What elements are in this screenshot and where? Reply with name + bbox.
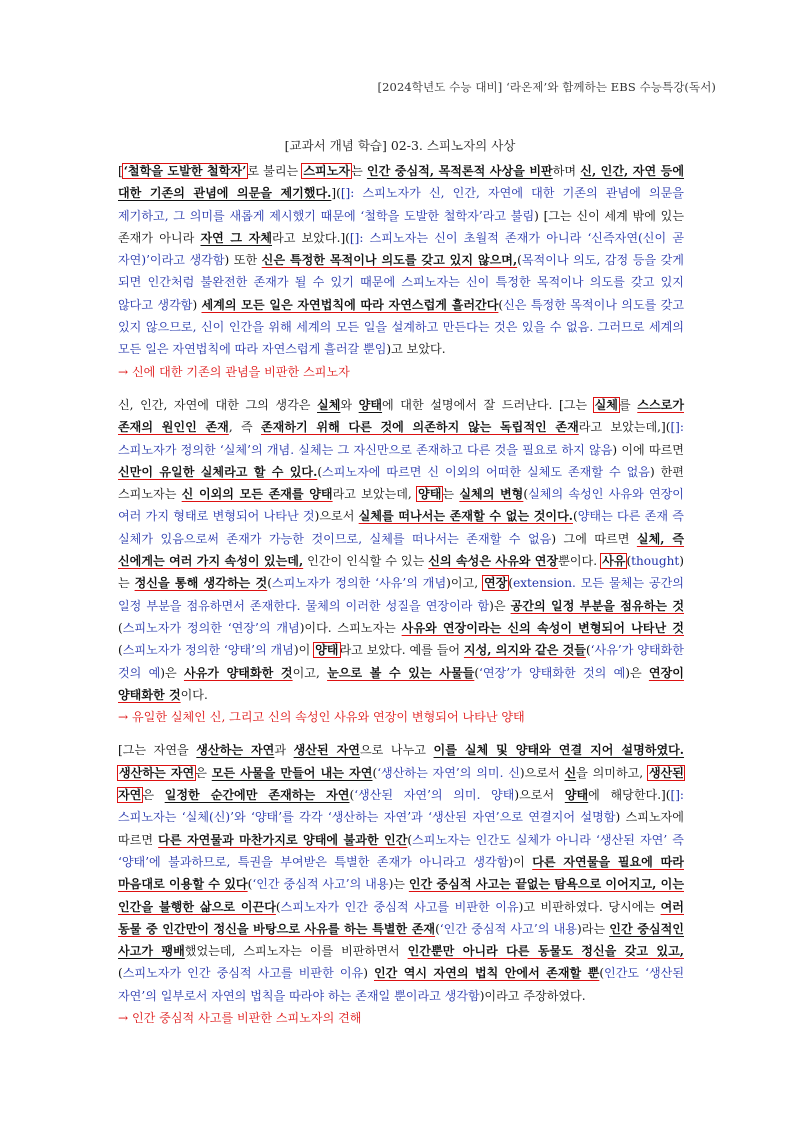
annotation-note: []: 스피노자가 정의한 ‘실체’의 개념. 실체는 그 자신만으로 존재하고 다른 것을 필요로 하지 않음 [118, 420, 684, 457]
text-segment: 라고 보았다. 예를 들어 [339, 643, 464, 658]
boxed-term: 양태 [315, 643, 339, 658]
text-segment: )은 [625, 665, 649, 680]
text-segment: )은 [160, 665, 184, 680]
key-phrase: 인간 중심적인 사고가 팽배 [118, 921, 684, 959]
annotation-note: ‘연장’가 양태화한 것의 예 [479, 665, 626, 680]
annotation-note: ‘생산하는 자연’의 의미. 신 [377, 765, 520, 780]
boxed-term: 스피노자 [303, 164, 351, 178]
text-segment: 과 [274, 743, 294, 758]
boxed-term: 사유 [602, 554, 626, 569]
text-segment: 를 [619, 397, 638, 412]
highlight-phrase: 공간의 일정 부분을 점유하는 것 [510, 598, 685, 613]
highlight-phrase: 정신을 통해 생각하는 것 [134, 576, 268, 591]
text-segment: ( [407, 832, 413, 847]
text-segment: 은 [142, 788, 165, 803]
annotation-note: ‘사유’가 양태화한 것의 예 [118, 643, 684, 680]
boxed-term: ‘철학을 도발한 철학자’ [123, 164, 247, 178]
text-segment: 신, 인간, 자연에 대한 그의 생각은 [118, 397, 318, 412]
text-segment: ) 그에 따르면 [551, 531, 637, 546]
annotation-note: 신은 특정한 목적이나 의도를 갖고 있지 않으므로, 신이 인간을 위해 세계의 모든 일을 설계하고 만든다는 것은 있을 수 없음. 그러므로 세계의 모든 일은 자연법칙에 따라 자연스럽게 흘러갈 뿐임 [118, 297, 685, 357]
text-segment: 에 대한 설명에서 잘 드러난다. [그는 [382, 397, 594, 412]
annotation-note: []: 스피노자는 ‘실체(신)’와 ‘양태’를 각각 ‘생산하는 자연’과 ‘생산된 자연’으로 연결지어 설명함 [118, 788, 684, 825]
boxed-term: 연장 [483, 576, 508, 591]
highlight-phrase: 다른 자연물을 필요에 따라 마음대로 이용할 수 있다 [118, 854, 684, 892]
annotation-note: 실체의 속성인 사유와 연장이 여러 가지 형태로 변형되어 나타난 것 [118, 487, 684, 524]
annotation-note: 인간도 ‘생산된 자연’의 일부로서 자연의 법칙을 따라야 하는 존재일 뿐이라고 생각함 [118, 966, 685, 1003]
text-segment: ( [372, 765, 378, 780]
text-segment: ) [363, 966, 374, 981]
text-segment: ( [435, 921, 440, 936]
boxed-term: 생산된 자연 [118, 765, 684, 803]
annotation-note: 스피노자가 정의한 ‘양태’의 개념 [122, 643, 294, 658]
key-phrase: 자연 그 자체 [200, 230, 273, 245]
highlight-phrase: 실체의 변형 [459, 487, 524, 502]
text-segment: 라고 보았는데, [332, 487, 418, 502]
highlight-phrase: 인간 역시 자연의 법칙 안에서 존재할 뿐 [373, 966, 600, 981]
highlight-phrase: 여러 동물 중 인간만이 정신을 바탕으로 사유를 하는 특별한 존재 [118, 899, 684, 936]
text-segment: [그는 자연을 [118, 743, 197, 758]
text-segment: )으로서 [519, 765, 565, 780]
text-segment: 이다. [180, 687, 208, 702]
paragraph [118, 739, 684, 1029]
key-phrase: 인간 중심적, 목적론적 사상을 비판 [366, 164, 553, 178]
text-segment: ( [247, 877, 253, 892]
text-segment: ) 한편 스피노자는 [118, 464, 684, 502]
key-phrase: 신 [564, 765, 577, 780]
text-segment: ( [317, 464, 323, 479]
annotation-note: ‘인간 중심적 사고’의 내용 [252, 877, 389, 892]
text-segment: ) 스피노자에 따르면 [118, 810, 684, 847]
text-segment: ( [523, 487, 529, 502]
boxed-term: 생산하는 자연 [119, 765, 195, 780]
highlight-phrase: 인간뿐만 아니라 다른 동물도 정신을 갖고 있고, [407, 944, 684, 959]
text-segment: ) 또한 [224, 253, 262, 268]
text-segment: , 즉 [228, 420, 261, 435]
text-segment: [ [118, 164, 123, 178]
text-segment: ( [498, 297, 504, 312]
text-segment: ( [118, 643, 123, 658]
annotation-note: 스피노자는 인간도 실체가 아니라 ‘생산된 자연’ 즉 ‘양태’에 불과하므로, 특권을 부여받은 특별한 존재가 아니라고 생각함 [118, 832, 684, 869]
annotation-note: 스피노자가 인간 중심적 사고를 비판한 이유 [122, 966, 364, 981]
text-segment: 는 [442, 487, 460, 502]
annotation-note: ‘생산된 자연’의 의미. 양태 [354, 788, 515, 803]
annotation-note: 양태는 다른 존재 즉 실체가 있음으로써 존재가 가능한 것이므로, 실체를 떠나서는 존재할 수 없음 [118, 509, 684, 546]
annotation-note: ‘인간 중심적 사고’의 내용 [439, 921, 577, 936]
text-segment: ( [626, 554, 632, 569]
text-segment: ( [349, 788, 355, 803]
highlight-phrase: 신만이 유일한 실체라고 할 수 있다. [118, 464, 318, 479]
text-segment: 인간이 인식할 수 있는 [303, 554, 429, 569]
annotation-note: extension. 모든 물체는 공간의 일정 부분을 점유하면서 존재한다. 물체의 이러한 성질을 연장이라 함 [118, 576, 684, 613]
highlight-phrase: 세계의 모든 일은 자연법칙에 따라 자연스럽게 흘러간다 [201, 297, 499, 312]
text-segment: 했었는데, 스피노자는 이를 비판하면서 [184, 944, 408, 959]
text-segment: ) 이에 따르면 [612, 442, 684, 457]
paragraph [118, 160, 684, 383]
highlight-phrase: 인간 중심적 사고는 끝없는 탐욕으로 이어지고, 이는 인간을 불행한 삶으로 이끈다 [118, 877, 684, 914]
text-segment: ) [그는 신이 세계 밖에 있는 존재가 아니라 [118, 208, 685, 245]
text-segment: ( [599, 966, 605, 981]
annotation-note: 스피노자에 따르면 신 이외의 어떠한 실체도 존재할 수 없음 [322, 464, 650, 479]
text-segment: 이고, [292, 665, 328, 680]
highlight-phrase: 연장이 양태화한 것 [118, 665, 684, 702]
key-phrase: 양태 [358, 397, 383, 412]
text-segment: )라는 [576, 921, 610, 936]
key-phrase: 이를 실체 및 양태와 연결 지어 설명하였다. [433, 743, 685, 758]
text-segment: )고 보았다. [386, 342, 446, 357]
text-segment: )이 [293, 643, 315, 658]
highlight-phrase: 다른 자연물과 마찬가지로 양태에 불과한 인간 [158, 832, 408, 847]
paragraph-summary: → 신에 대한 기존의 관념을 비판한 스피노자 [118, 364, 350, 379]
text-segment: ( [585, 643, 591, 658]
text-segment: ( [517, 253, 522, 268]
highlight-phrase: 사유와 연장이라는 신의 속성이 변형되어 나타난 것 [401, 620, 684, 635]
text-segment: 와 [340, 397, 359, 412]
text-segment: ( [275, 899, 281, 914]
key-phrase: 일정한 순간에만 존재하는 자연 [164, 788, 350, 803]
text-segment: )는 [118, 554, 684, 591]
text-segment: 에 해당한다.]( [588, 788, 671, 803]
key-phrase: 신, 인간, 자연 등에 대한 기존의 관념에 의문을 제기했다. [118, 164, 685, 201]
text-segment: )이다. 스피노자는 [299, 620, 402, 635]
annotation-note: thought [631, 554, 680, 569]
paragraph-summary: → 인간 중심적 사고를 비판한 스피노자의 견해 [118, 1010, 362, 1025]
page-header: [2024학년도 수능 대비] ‘라온제’와 함께하는 EBS 수능특강(독서) [377, 80, 716, 94]
section-title: [교과서 개념 학습] 02-3. 스피노자의 사상 [284, 138, 516, 153]
highlight-phrase: 실체를 떠나서는 존재할 수 없는 것이다. [358, 509, 573, 524]
text-segment: )는 [388, 877, 409, 892]
text-segment: 으로 나누고 [359, 743, 434, 758]
text-segment: 뿐이다. [558, 554, 602, 569]
highlight-phrase: 실체, 즉 신에게는 여러 가지 속성이 있는데, [118, 531, 685, 569]
text-segment: ( [508, 576, 514, 591]
text-segment: )으로서 [314, 509, 359, 524]
text-segment: )은 [489, 598, 511, 613]
key-phrase: 모든 사물을 만들어 내는 자연 [211, 765, 373, 780]
key-phrase: 생산된 자연 [293, 743, 360, 758]
key-phrase: 양태 [564, 788, 589, 803]
text-segment: ( [267, 576, 272, 591]
boxed-term: 실체 [594, 397, 618, 412]
annotation-note: []: 스피노자는 신이 초월적 존재가 아니라 ‘신즉자연(신이 곧 자연)’이라고 생각함 [118, 230, 684, 268]
text-segment: 은 [195, 765, 212, 780]
text-segment: )이 [508, 854, 533, 869]
text-segment: 는 [351, 164, 367, 178]
text-segment: ( [474, 665, 480, 680]
text-segment: 하며 [552, 164, 581, 178]
text-segment: 로 불리는 [247, 164, 303, 178]
text-segment: ) [192, 297, 202, 312]
text-segment: )이고, [446, 576, 483, 591]
text-segment: ( [118, 966, 123, 981]
annotation-note: []: 스피노자가 신, 인간, 자연에 대한 기존의 관념에 의문을 제기하고, 그 의미를 새롭게 제시했기 때문에 ‘철학을 도발한 철학자’라고 불림 [118, 186, 684, 223]
text-segment: 을 의미하고, [576, 765, 648, 780]
text-segment: ]( [331, 186, 341, 201]
annotation-note: 스피노자가 정의한 ‘연장’의 개념 [122, 620, 300, 635]
key-phrase: 생산하는 자연 [196, 743, 275, 758]
highlight-phrase: 신의 속성은 사유와 연장 [428, 554, 559, 569]
highlight-phrase: 신은 특정한 목적이나 의도를 갖고 있지 않으며, [261, 253, 518, 268]
paragraph [118, 394, 684, 728]
document-body [118, 160, 684, 1029]
highlight-phrase: 눈으로 볼 수 있는 사물들 [327, 665, 475, 680]
text-segment: )고 비판하였다. 당시에는 [518, 899, 661, 914]
highlight-phrase: 지성, 의지와 같은 것들 [463, 643, 586, 658]
paragraph-summary: → 유일한 실체인 신, 그리고 신의 속성인 사유와 연장이 변형되어 나타난 양태 [118, 710, 525, 725]
text-segment: 라고 보았는데,]( [578, 420, 671, 435]
highlight-phrase: 사유가 양태화한 것 [183, 665, 293, 680]
text-segment: )으로서 [514, 788, 565, 803]
key-phrase: 실체 [317, 397, 341, 412]
highlight-phrase: 존재하기 위해 다른 것에 의존하지 않는 독립적인 존재 [260, 420, 579, 435]
annotation-note: 목적이나 의도, 감정 등을 갖게 되면 인간처럼 불완전한 존재가 될 수 있기 때문에 스피노자는 신이 특정한 목적이나 의도를 갖고 있지 않다고 생각함 [118, 253, 684, 312]
highlight-phrase: 신 이외의 모든 존재를 양태 [181, 487, 333, 502]
annotation-note: 스피노자가 인간 중심적 사고를 비판한 이유 [280, 899, 519, 914]
text-segment: ( [118, 620, 123, 635]
text-segment: )이라고 주장하였다. [479, 988, 586, 1003]
highlight-phrase: 스스로가 존재의 원인인 존재 [118, 397, 684, 435]
text-segment: 라고 보았다.]( [272, 230, 350, 245]
annotation-note: 스피노자가 정의한 ‘사유’의 개념 [271, 576, 447, 591]
boxed-term: 양태 [418, 487, 442, 502]
text-segment: ( [572, 509, 578, 524]
